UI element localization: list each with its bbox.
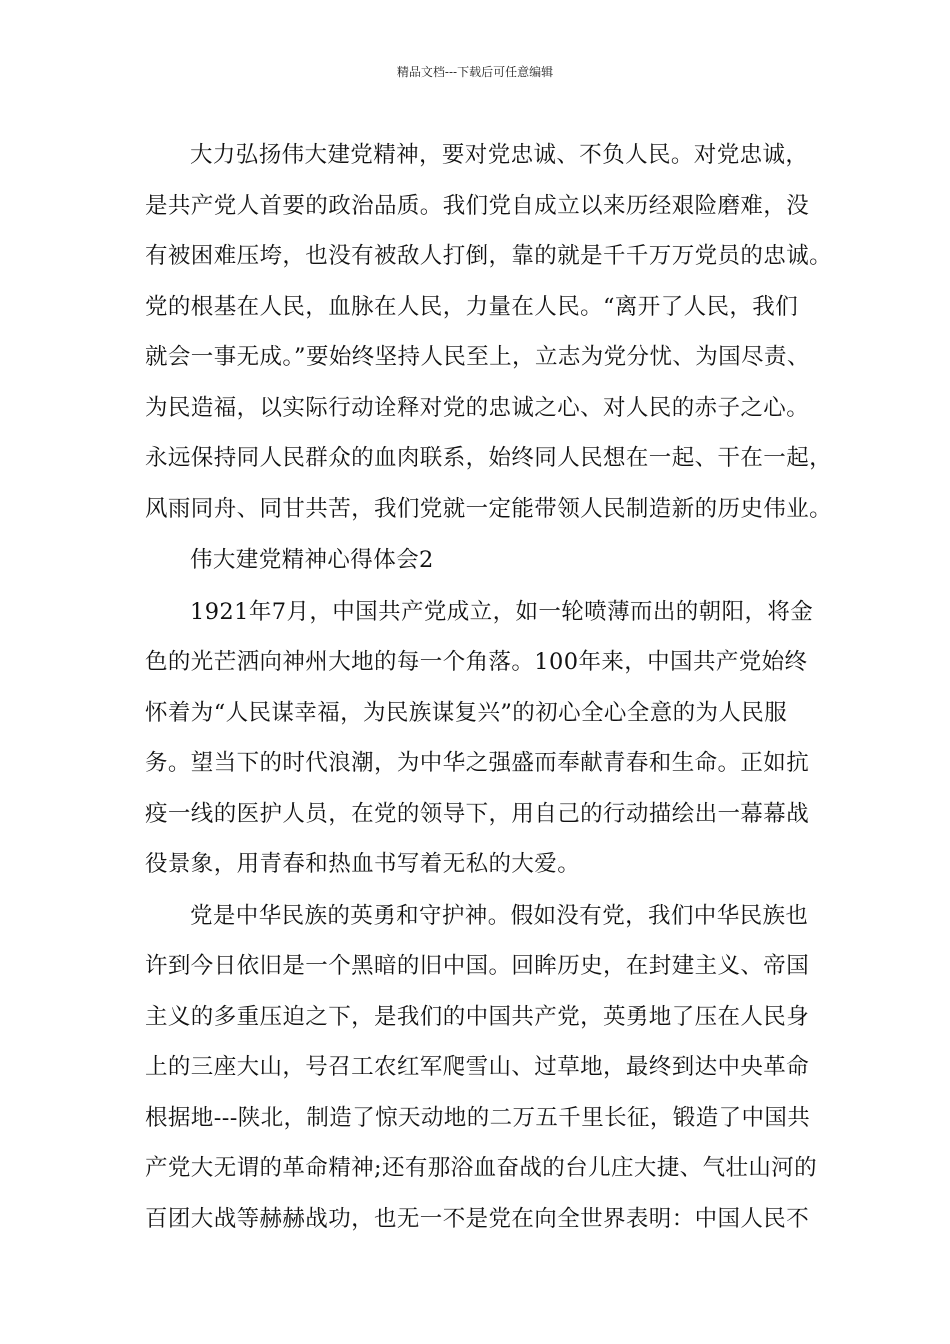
text-line: 产党大无谓的革命精神;还有那浴血奋战的台儿庄大捷、气壮山河的 xyxy=(145,1155,818,1181)
text-line: 党的根基在人民，血脉在人民，力量在人民。“离开了人民，我们 xyxy=(145,293,799,320)
text-line: 根据地---陕北，制造了惊天动地的二万五千里长征，锻造了中国共 xyxy=(145,1104,811,1131)
text-line: 就会一事无成。”要始终坚持人民至上，立志为党分忧、为国尽责、 xyxy=(145,344,810,370)
paragraph-3 xyxy=(145,891,820,1245)
text-line: 怀着为“人民谋幸福，为民族谋复兴”的初心全心全意的为人民服 xyxy=(145,699,788,726)
section-heading xyxy=(145,535,820,586)
text-line: 疫一线的医护人员，在党的领导下，用自己的行动描绘出一幕幕战 xyxy=(145,800,810,827)
text-line: 大力弘扬伟大建党精神，要对党忠诚、不负人民。对党忠诚， xyxy=(190,142,809,168)
text-line: 上的三座大山，号召工农红军爬雪山、过草地，最终到达中央革命 xyxy=(145,1054,810,1080)
heading-text: 伟大建党精神心得体会2 xyxy=(190,547,434,573)
document-body xyxy=(145,130,833,1244)
text-line: 许到今日依旧是一个黑暗的旧中国。回眸历史，在封建主义、帝国 xyxy=(145,953,810,979)
paragraph-2 xyxy=(145,587,820,890)
text-line: 是共产党人首要的政治品质。我们党自成立以来历经艰险磨难，没 xyxy=(145,192,810,219)
text-line: 有被困难压垮，也没有被敌人打倒，靠的就是千千万万党员的忠诚。 xyxy=(145,243,833,269)
text-line: 色的光芒洒向神州大地的每一个角落。100年来，中国共产党始终 xyxy=(145,649,808,675)
text-line: 永远保持同人民群众的血肉联系，始终同人民想在一起、干在一起， xyxy=(145,445,833,471)
text-line: 主义的多重压迫之下，是我们的中国共产党，英勇地了压在人民身 xyxy=(145,1003,810,1030)
text-line: 1921年7月，中国共产党成立，如一轮喷薄而出的朝阳，将金 xyxy=(190,598,814,625)
text-line: 风雨同舟、同甘共苦，我们党就一定能带领人民制造新的历史伟业。 xyxy=(145,495,833,522)
text-line: 党是中华民族的英勇和守护神。假如没有党，我们中华民族也 xyxy=(190,902,809,929)
page-header: 精品文档---下载后可任意编辑 xyxy=(396,65,554,79)
text-line: 百团大战等赫赫战功，也无一不是党在向全世界表明：中国人民不 xyxy=(145,1205,810,1232)
text-line: 为民造福，以实际行动诠释对党的忠诚之心、对人民的赤子之心。 xyxy=(145,394,810,421)
paragraph-1 xyxy=(145,130,833,534)
text-line: 役景象，用青春和热血书写着无私的大爱。 xyxy=(145,851,581,877)
text-line: 务。望当下的时代浪潮，为中华之强盛而奉献青春和生命。正如抗 xyxy=(145,750,810,776)
